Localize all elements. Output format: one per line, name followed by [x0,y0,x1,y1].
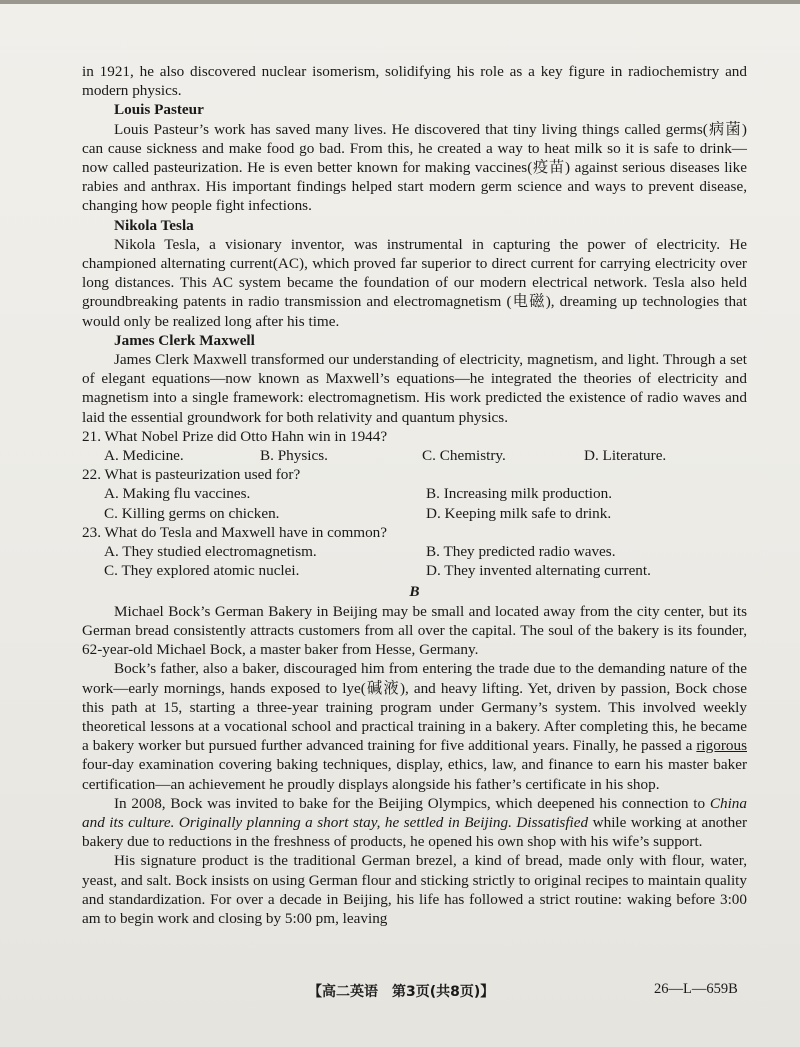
underlined-word: rigorous [696,737,747,755]
option-d: D. They invented alternating current. [426,562,651,580]
option-a: A. They studied electromagnetism. [104,543,317,561]
option-a: A. Medicine. [104,447,184,465]
option-c: C. Chemistry. [422,447,506,465]
question-23 [82,523,747,581]
paragraph-text: In 2008, Bock was invited to bake for the Beijing Olympics, which deepened his connection to [114,794,710,812]
pasteur-heading: Louis Pasteur [114,101,204,119]
paragraph-text: four-day examination covering baking techniques, display, ethics, law, and finance to earn his master baker certification—an achievement he proudly displays alongside his father’s certificate in his shop. [82,756,747,793]
option-b: B. Physics. [260,447,328,465]
footer-code: 26—L—659B [654,981,738,997]
question-stem: 22. What is pasteurization used for? [82,466,301,484]
option-b: B. They predicted radio waves. [426,543,616,561]
italic-sentence: China and its culture. Originally planning a short stay, he settled in Beijing. Dissatisfied [82,794,747,831]
question-21 [82,427,747,465]
option-c: C. Killing germs on chicken. [104,504,280,522]
question-stem: 21. What Nobel Prize did Otto Hahn win in 1944? [82,427,388,445]
paragraph-text: while working at another bakery due to reductions in the freshness of products, he opened his own shop with his wife’s support. [82,813,747,851]
option-d: D. Literature. [584,447,667,465]
bakery-paragraph-3 [82,794,747,852]
option-a: A. Making flu vaccines. [104,485,251,503]
bakery-paragraph-2 [82,659,747,793]
paragraph-text: Bock’s father, also a baker, discouraged him from entering the trade due to the demanding nature of the work—early mornings, hands exposed to lye(碱液), and heavy lifting. Yet, driven by passion, Bock chose this path at 15, starting a three-year training program under Germany’s system. This involved weekly theoretical lessons at a vocational school and practical training in a bakery. After completing this, he became a bakery worker but pursued further advanced training for five additional years. Finally, he passed a [82,660,747,755]
footer-title: 【高二英语 第3页(共8页)】 [308,984,495,1000]
hahn-paragraph-end: in 1921, he also discovered nuclear isomerism, solidifying his role as a key figure in radiochemistry and modern physics. [82,63,747,100]
pasteur-paragraph: Louis Pasteur’s work has saved many lives. He discovered that tiny living things called germs(病菌) can cause sickness and make food go bad. From this, he created a way to heat milk so it is safe to drink—now called pasteurization. He is even better known for making vaccines(疫苗) against serious diseases like rabies and anthrax. His important findings helped start modern germ science and ways to prevent disease, changing how people fight infections. [82,120,747,215]
maxwell-heading: James Clerk Maxwell [114,331,255,349]
bakery-paragraph-1: Michael Bock’s German Bakery in Beijing may be small and located away from the city center, but its German bread consistently attracts customers from all over the capital. The soul of the bakery is its founder, 62-year-old Michael Bock, a master baker from Hesse, Germany. [82,602,747,659]
option-c: C. They explored atomic nuclei. [104,562,300,580]
page-edge [0,0,800,4]
options-row [82,542,747,561]
tesla-heading: Nikola Tesla [114,216,194,234]
tesla-paragraph: Nikola Tesla, a visionary inventor, was instrumental in capturing the power of electricity. He championed alternating current(AC), which proved far superior to direct current for carrying electricity over long distances. This AC system became the foundation of our modern electrical network. Tesla also held groundbreaking patents in radio transmission and electromagnetism (电磁), dreaming up technologies that would only be realized long after his time. [82,235,747,330]
option-d: D. Keeping milk safe to drink. [426,504,612,522]
bakery-paragraph-4: His signature product is the traditional German brezel, a kind of bread, made only with flour, water, yeast, and salt. Bock insists on using German flour and sticking strictly to original recipes to maintain quality and standardization. For over a decade in Beijing, his life has followed a strict routine: waking before 3:00 am to begin work and closing by 5:00 pm, leaving [82,852,747,927]
maxwell-paragraph: James Clerk Maxwell transformed our understanding of electricity, magnetism, and light. Through a set of elegant equations—now known as Maxwell’s equations—he integrated the theories of electricity and magnetism into a single framework: electromagnetism. His work predicted the existence of radio waves and laid the essential groundwork for both relativity and quantum physics. [82,351,747,426]
options-row [82,504,747,523]
options-row [82,446,747,465]
options-row [82,484,747,503]
section-label-b: B [409,583,420,601]
question-stem: 23. What do Tesla and Maxwell have in common? [82,523,388,541]
question-22 [82,465,747,523]
page-content [82,62,747,928]
options-row [82,561,747,580]
option-b: B. Increasing milk production. [426,485,613,503]
